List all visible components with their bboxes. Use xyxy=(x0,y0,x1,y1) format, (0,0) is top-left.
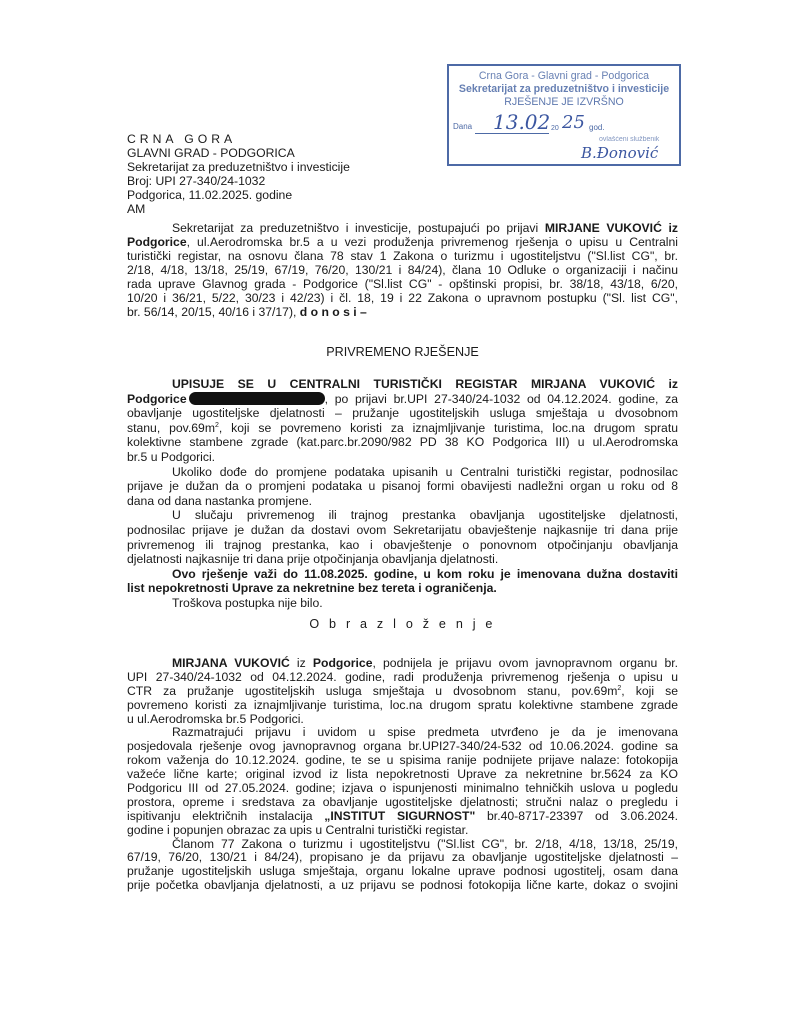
text-line xyxy=(127,596,678,611)
text-segment: važeće lične karte; original izvod iz lista nepokretnosti Uprave za nekretnine br.5624 za KO xyxy=(127,767,678,782)
text-segment: Razmatrajući prijavu i uvidom u spise predmeta utvrđeno je da je imenovana xyxy=(172,725,678,740)
header-number-value: UPI 27-340/24-1032 xyxy=(155,174,266,188)
text-segment: MIRJANE VUKOVIĆ iz xyxy=(544,221,678,235)
text-line xyxy=(127,377,678,392)
text-line xyxy=(127,782,678,796)
text-line xyxy=(127,581,678,596)
text-line xyxy=(127,838,678,852)
text-segment: UPI 27-340/24-1032 od 04.12.2024. godine, radi produženja privremenog rješenja o upisu u xyxy=(127,669,678,684)
text-line xyxy=(127,450,678,465)
text-segment: d o n o s i – xyxy=(299,305,367,319)
text-segment: godine i popunjen obrazac za upis u Centralni turistički registar. xyxy=(127,822,469,837)
text-line xyxy=(127,392,678,407)
stamp-dana-label: Dana xyxy=(453,122,473,131)
text-line xyxy=(127,291,678,305)
header-initials: AM xyxy=(127,202,146,216)
executable-decision-stamp xyxy=(447,64,681,166)
text-segment: Podgorice xyxy=(127,235,187,249)
text-segment: rokom važenja do 10.12.2024. godine, te se u spisima ranije podnijete prijave nalaze: fotokopija xyxy=(127,753,678,768)
header-country: CRNA GORA xyxy=(127,132,237,146)
text-segment: 10/20 i 36/21, 5/22, 30/23 i 42/23) i čl. 18, 19 i 22 Zakona o upravnom postupku ("Sl. list CG", xyxy=(127,291,678,305)
text-line xyxy=(127,810,678,824)
text-segment: prijave je dužan da o promjeni podataka u pisanoj formi obavijesti nadležni organ u roku od 8 xyxy=(127,479,678,494)
text-line xyxy=(127,865,678,879)
decision-title: PRIVREMENO RJEŠENJE xyxy=(326,345,479,359)
text-segment: Članom 77 Zakona o turizmu i ugostiteljstvu ("Sl.list CG", br. 2/18, 4/18, 13/18, 25/19, xyxy=(172,836,678,851)
stamp-line-3: RJEŠENJE JE IZVRŠNO xyxy=(504,96,624,108)
text-line xyxy=(127,538,678,553)
text-segment: Podgorice xyxy=(312,656,373,670)
header-city: GLAVNI GRAD - PODGORICA xyxy=(127,146,295,160)
text-segment: povremeno koristi za iznajmljivanje turistima, loc.na drugom spratu kolektivne stambene zgrade xyxy=(127,697,678,712)
text-segment: , koji se povremeno koristi za iznajmljivanje turistima, loc.na drugom spratu xyxy=(218,420,678,435)
text-line xyxy=(127,277,678,291)
stamp-line-1: Crna Gora - Glavni grad - Podgorica xyxy=(478,70,650,82)
text-segment: rada uprave Glavnog grada - Podgorice ("Sl.list CG" - opštinski propisi, br. 38/18, 43/18, 6/20, xyxy=(127,277,678,291)
decision-block xyxy=(127,377,678,611)
redaction-bar xyxy=(189,392,325,405)
text-line xyxy=(127,523,678,538)
text-line xyxy=(127,879,678,893)
header-department: Sekretarijat za preduzetništvo i investicije xyxy=(127,160,350,174)
text-segment: prije početka obavljanja djelatnosti, a uz prijavu se podnosi fotokopija lične karte, dokaz o svojini xyxy=(127,878,678,893)
text-line xyxy=(127,263,678,277)
text-segment: turistički registar, na osnovu člana 78 stav 1 Zakona o turizmu i ugostiteljstvu ("Sl.list CG", br. xyxy=(127,249,678,263)
text-segment: 67/19, 76/20, 130/21 i 84/24), propisano je da prijavu za obavljanje ugostiteljske djelatnosti – xyxy=(127,850,678,865)
text-segment: Podgoricu III od 27.05.2024. godine; izjava o ispunjenosti minimalno tehničkih uslova u pogledu xyxy=(127,781,678,796)
stamp-handwritten-date: 13.02 xyxy=(493,110,551,134)
text-segment: dana od dana nastanka promjene. xyxy=(127,493,312,508)
text-line xyxy=(127,851,678,865)
stamp-line-2: Sekretarijat za preduzetništvo i investicije xyxy=(458,83,670,95)
text-segment: djelatnosti najkasnije tri dana prije otpočinjanja obavljanja djelatnosti. xyxy=(127,552,499,567)
text-line xyxy=(127,726,678,740)
text-line xyxy=(127,494,678,509)
text-line xyxy=(127,754,678,768)
text-segment: Ukoliko dođe do promjene podataka upisanih u Centralni turistički registar, podnosilac xyxy=(172,464,678,479)
text-segment: obavljanje ugostiteljske djelatnosti – pružanje ugostiteljskih usluga smještaja u dvosobnom xyxy=(127,406,678,421)
text-segment: pružanje ugostiteljskih usluga smještaja, organu lokalne uprave podnosi ugostitelj, osam dana xyxy=(127,864,678,879)
text-line xyxy=(127,508,678,523)
text-line xyxy=(127,713,678,727)
text-segment: MIRJANA VUKOVIĆ xyxy=(172,656,290,670)
text-segment: Ovo rješenje važi do 11.08.2025. godine, u kom roku je imenovana dužna dostaviti xyxy=(172,566,678,581)
text-segment: , koji se xyxy=(621,683,678,698)
text-line xyxy=(127,235,678,249)
text-line xyxy=(127,221,678,235)
text-line xyxy=(127,421,678,436)
header-number-label: Broj: xyxy=(127,174,156,188)
text-segment: list nepokretnosti Uprave za nekretnine bez tereta i ograničenja. xyxy=(127,581,497,596)
text-line xyxy=(127,740,678,754)
intro-block xyxy=(127,221,678,319)
text-line xyxy=(127,406,678,421)
reasoning-block xyxy=(127,657,678,893)
text-line xyxy=(127,657,678,671)
text-segment: 2 xyxy=(617,684,622,692)
text-line xyxy=(127,249,678,263)
stamp-year-prefix: 20 xyxy=(551,125,559,132)
text-segment: Podgorice xyxy=(127,391,187,406)
header-number xyxy=(127,174,350,188)
text-line xyxy=(127,479,678,494)
text-segment: UPISUJE SE U CENTRALNI TURISTIČKI REGISTAR MIRJANA VUKOVIĆ iz xyxy=(172,377,678,391)
header-place-date: Podgorica, 11.02.2025. godine xyxy=(127,188,293,202)
text-segment: 2 xyxy=(214,421,219,429)
stamp-official-label: ovlašćeni službenik xyxy=(599,136,660,143)
stamp-signature: B.Đonović xyxy=(581,144,659,162)
text-segment: prostora, opreme i sredstava za obavljanje ugostiteljske djelatnosti; stručni nalaz o pregledu i xyxy=(127,794,678,809)
text-line xyxy=(127,824,678,838)
document-header xyxy=(127,132,350,216)
text-line xyxy=(127,305,678,319)
text-segment: kolektivne stambene zgrade (kat.parc.br.2090/982 PD 38 KO Podgorica III) u ul.Aerodromska xyxy=(127,435,678,450)
text-segment: stanu, pov.69m xyxy=(127,420,215,435)
stamp-god-label: god. xyxy=(589,123,605,132)
text-segment: CTR za pružanje ugostiteljskih usluga smještaja u dvosobnom stanu, pov.69m xyxy=(127,683,618,698)
text-segment: U slučaju privremenog ili trajnog prestanka obavljanja ugostiteljske djelatnosti, xyxy=(172,508,678,523)
text-segment: br. 56/14, 20/15, 40/16 i 37/17), xyxy=(127,305,300,319)
text-line xyxy=(127,685,678,699)
text-segment: podnosilac prijave je dužan da dostavi ovom Sekretarijatu obavještenje najkasnije tri dana prije xyxy=(127,522,678,537)
text-segment: privremenog ili trajnog prestanka, kao i obavještenje o ponovnom otpočinjanju obavljanja xyxy=(127,537,678,552)
text-segment: br.5 u Podgorici. xyxy=(127,449,216,464)
text-line xyxy=(127,552,678,567)
text-segment: , po prijavi br.UPI 27-340/24-1032 od 04.12.2024. godine, za xyxy=(324,391,678,406)
text-line xyxy=(127,567,678,582)
text-segment: posjedovala rješenje ovog javnopravnog organa br.UPI27-340/24-532 od 10.06.2024. godine sa xyxy=(127,739,678,754)
text-segment: iz xyxy=(289,656,313,670)
text-segment: „INSTITUT SIGURNOST" xyxy=(324,808,476,823)
text-line xyxy=(127,465,678,480)
text-segment: Sekretarijat za preduzetništvo i investicije, postupajući po prijavi xyxy=(172,221,545,235)
text-segment: 2/18, 4/18, 13/18, 25/19, 67/19, 76/20, 130/21 i 84/24), člana 10 Odluke o organizaciji i načinu xyxy=(127,263,678,277)
text-segment: , podnijela je prijavu ovom javnopravnom organu br. xyxy=(372,656,679,670)
text-line xyxy=(127,671,678,685)
text-line xyxy=(127,699,678,713)
text-segment: u ul.Aerodromska br.5 Podgorici. xyxy=(127,711,304,726)
text-segment: br.40-8717-23397 od 3.06.2024. xyxy=(475,808,678,823)
text-line xyxy=(127,768,678,782)
reasoning-title: O b r a z l o ž e n j e xyxy=(309,617,496,631)
text-segment: Troškova postupka nije bilo. xyxy=(172,595,323,610)
text-line xyxy=(127,435,678,450)
stamp-handwritten-year: 25 xyxy=(562,112,585,133)
text-segment: ispitivanju električnih instalacija xyxy=(127,808,325,823)
text-segment: , ul.Aerodromska br.5 a u vezi produženja privremenog rješenja o upisu u Centralni xyxy=(186,235,678,249)
text-line xyxy=(127,796,678,810)
